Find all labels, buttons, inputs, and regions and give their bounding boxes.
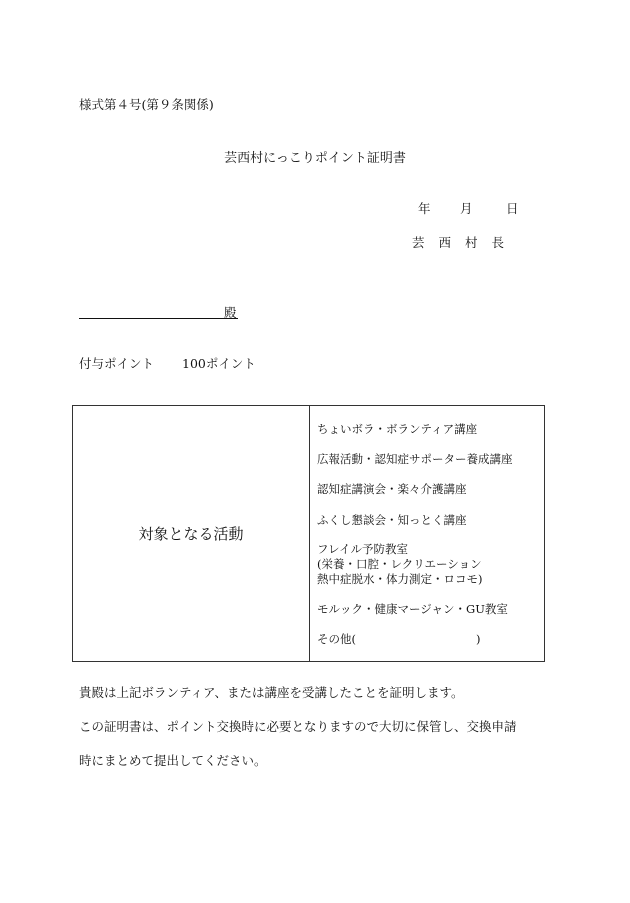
certification-statement: 貴殿は上記ボランティア、または講座を受講したことを証明します。 bbox=[79, 685, 464, 700]
issuer-name bbox=[412, 233, 518, 251]
points-value: 100ポイント bbox=[182, 356, 256, 371]
issuer-char: 芸 bbox=[412, 235, 425, 250]
storage-notice-line1: この証明書は、ポイント交換時に必要となりますので大切に保管し、交換申請 bbox=[79, 719, 517, 734]
frail-title: フレイル予防教室 bbox=[317, 542, 408, 556]
date-day-label: 日 bbox=[506, 201, 519, 216]
other-label: その他( bbox=[317, 632, 356, 646]
activity-heading-cell bbox=[73, 406, 310, 661]
recipient-name-line bbox=[79, 318, 238, 319]
form-number: 様式第４号(第９条関係) bbox=[79, 97, 214, 112]
activity-table bbox=[72, 405, 545, 662]
activity-item-frail bbox=[317, 542, 483, 587]
frail-detail-1: (栄養・口腔・レクリエーション bbox=[317, 557, 482, 571]
issuer-char: 村 bbox=[465, 235, 478, 250]
issuer-char: 長 bbox=[491, 235, 505, 250]
activity-heading: 対象となる活動 bbox=[138, 525, 244, 543]
activity-item: 広報活動・認知症サポーター養成講座 bbox=[317, 452, 513, 466]
activity-item: ちょいボラ・ボランティア講座 bbox=[317, 422, 478, 436]
points-row bbox=[79, 354, 256, 372]
recipient-honorific: 殿 bbox=[224, 305, 237, 320]
other-close: ) bbox=[476, 632, 481, 646]
frail-detail-2: 熱中症脱水・体力測定・ロコモ) bbox=[317, 572, 483, 586]
date-year-label: 年 bbox=[418, 201, 431, 216]
date-month-label: 月 bbox=[460, 201, 473, 216]
activity-item: 認知症講演会・楽々介護講座 bbox=[317, 482, 467, 496]
activity-item: モルック・健康マージャン・GU教室 bbox=[317, 602, 508, 616]
activity-list-cell bbox=[310, 406, 544, 661]
points-label: 付与ポイント bbox=[79, 356, 155, 371]
activity-item: ふくし懇談会・知っとく講座 bbox=[317, 513, 467, 527]
issuer-char: 西 bbox=[438, 235, 452, 250]
storage-notice-line2: 時にまとめて提出してください。 bbox=[79, 753, 267, 768]
date-row bbox=[418, 199, 519, 217]
document-title: 芸西村にっこりポイント証明書 bbox=[224, 151, 406, 166]
activity-item-other bbox=[317, 632, 481, 647]
